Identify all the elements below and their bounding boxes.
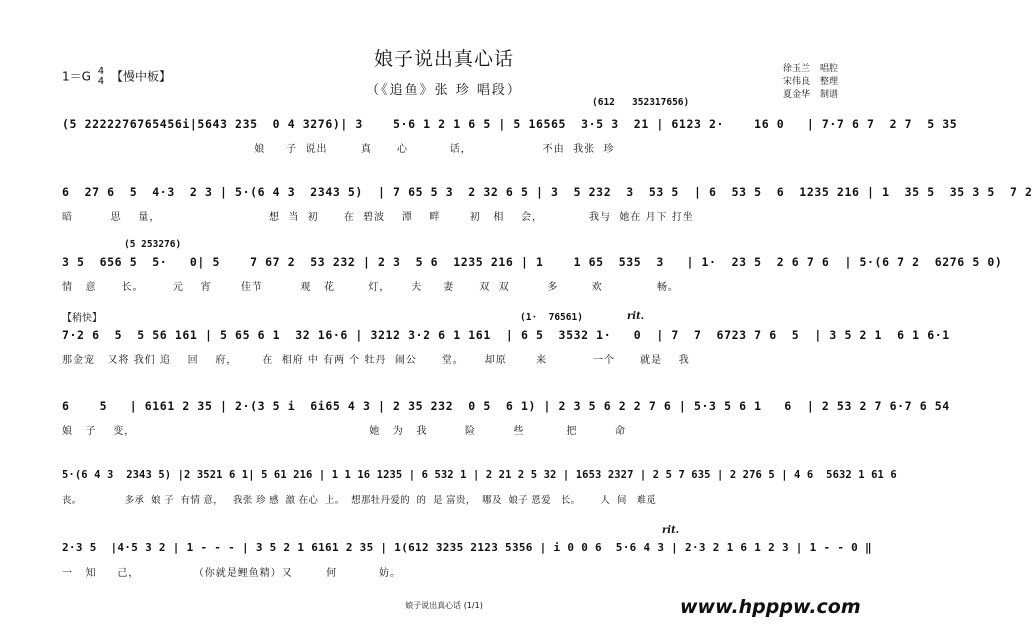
time-signature [98, 67, 104, 87]
system-lyrics: 那金宠 又将 我们 追 回 府， 在 相府 中 有两 个 牡丹 闹公 堂。 却原 来 一个 就是 我 [62, 355, 690, 366]
credit-row [783, 89, 838, 102]
system-notes: (5 2222276765456i|5643 235 0 4 3276)| 3 5·6 1 2 1 6 5 | 5 16565 3·5 3 21 | 6123 2· 16 0 | 7·7 6 7 2 7 5 35 [62, 117, 958, 131]
system-notes: 5·(6 4 3 2343 5) |2 3521 6 1| 5 61 216 | 1 1 16 1235 | 6 532 1 | 2 21 2 5 32 | 1653 2327 | 2 5 7 635 | 2 276 5 | 4 6 5632 1 61 6 [62, 469, 897, 481]
credit-name: 徐玉兰 [783, 64, 811, 74]
page-subtitle: （《追鱼》张 珍 唱段） [366, 83, 522, 98]
credit-role: 整理 [820, 77, 839, 87]
system-lyrics: 娘 子 变， 她 为 我 险 些 把 命 [62, 426, 626, 437]
system-lyrics: 一 知 己， （你就是鲤鱼精）又 何 妨。 [62, 568, 401, 579]
score-system-2 [62, 185, 1033, 231]
credit-role: 制谱 [820, 90, 839, 100]
score-system-7 [62, 525, 872, 587]
watermark[interactable]: www.hpppw.com [680, 596, 861, 618]
key-signature [62, 67, 171, 87]
system-bracket: (1· 76561) [520, 312, 583, 323]
system-notes: 2·3 5 |4·5 3 2 | 1 - - - | 3 5 2 1 6161 2 35 | 1(612 3235 2123 5356 | i 0 0 6 5·6 4 3 | 2·3 2 1 6 1 2 3 | 1 - - 0 ‖ [62, 541, 872, 554]
credit-row [783, 76, 838, 89]
system-bracket: (612 352317656) [592, 97, 690, 108]
score-system-1 [62, 97, 958, 163]
system-notes: 6 27 6 5 4·3 2 3 | 5·(6 4 3 2343 5) | 7 65 5 3 2 32 6 5 | 3 5 232 3 53 5 | 6 53 5 6 1235 216 | 1 35 5 35 3 5 7 2 [62, 185, 1033, 199]
page-title: 娘子说出真心话 [373, 48, 514, 70]
credit-role: 唱腔 [820, 64, 839, 74]
score-system-5 [62, 399, 950, 445]
rit-marking: rit. [662, 525, 680, 536]
system-notes: 6 5 | 6161 2 35 | 2·(3 5 i 6i65 4 3 | 2 35 232 0 5 6 1) | 2 3 5 6 2 2 7 6 | 5·3 5 6 1 6 | 2 53 2 7 6·7 6 54 [62, 399, 950, 413]
credit-name: 宋伟良 [783, 77, 811, 87]
system-lyrics: 暗 思 量， 想 当 初 在 碧波 潭 畔 初 相 会， 我与 她在 月下 打坐 [62, 212, 694, 223]
system-lyrics: 娘 子 说出 真 心 话， 不由 我张 珍 [62, 144, 615, 155]
system-notes: 7·2 6 5 5 56 161 | 5 65 6 1 32 16·6 | 3212 3·2 6 1 161 | 6 5 3532 1· 0 | 7 7 6723 7 6 5 | 3 5 2 1 6 1 6·1 [62, 328, 950, 342]
time-bottom: 4 [97, 76, 105, 87]
credit-name: 夏金华 [783, 90, 811, 100]
system-lyrics: 情 意 长。 元 宵 佳节 观 花 灯， 夫 妻 双 双 多 欢 畅。 [62, 282, 679, 293]
credits-block [783, 63, 838, 102]
tempo-marking: 【稍快】 [62, 313, 102, 324]
page-footer-label: 娘子说出真心话 (1/1) [405, 601, 483, 610]
time-top: 4 [97, 66, 105, 77]
system-notes: 3 5 656 5 5· 0| 5 7 67 2 53 232 | 2 3 5 6 1235 216 | 1 1 65 535 3 | 1· 23 5 2 6 7 6 | 5·(6 7 2 6276 5 0) [62, 255, 1003, 269]
tempo-initial: 【慢中板】 [110, 69, 171, 84]
credit-row [783, 63, 838, 76]
score-system-3 [62, 239, 1003, 301]
score-system-6 [62, 469, 897, 515]
system-lyrics: 丧。 多承 娘 子 有情 意， 我张 珍 感 激 在心 上。 想那牡丹爱的 的 是 富贵， 哪及 娘子 恩爱 长。 人 间 难觅 [62, 495, 657, 506]
rit-marking: rit. [627, 311, 645, 322]
key-label: 1＝G [62, 69, 91, 84]
system-bracket: (5 253276) [124, 239, 182, 250]
